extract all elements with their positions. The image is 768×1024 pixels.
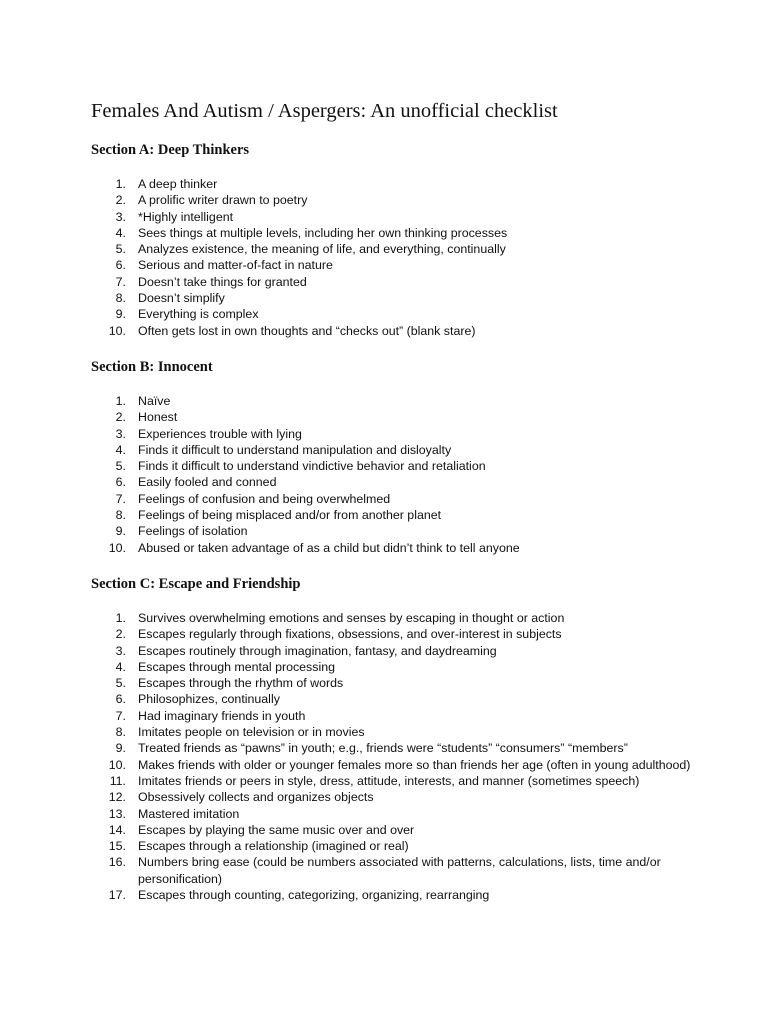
list-item-text: Everything is complex xyxy=(138,307,259,322)
list-item-text: Escapes through the rhythm of words xyxy=(138,676,344,691)
list-item xyxy=(100,773,700,789)
list-item-number: 10. xyxy=(108,540,126,555)
list-item xyxy=(100,838,700,854)
list-item xyxy=(100,393,700,409)
list-item xyxy=(100,409,700,425)
list-item-text: Analyzes existence, the meaning of life, and everything, continually xyxy=(138,242,506,257)
list-item-number: 17. xyxy=(108,888,126,903)
list-item-number: 6. xyxy=(115,692,126,707)
list-item xyxy=(100,757,700,773)
list-item-number: 2. xyxy=(115,627,126,642)
list-item-number: 9. xyxy=(115,307,126,322)
list-item-text: Finds it difficult to understand vindictive behavior and retaliation xyxy=(138,459,486,474)
list-item xyxy=(100,675,700,691)
list-item-text: Sees things at multiple levels, including her own thinking processes xyxy=(138,225,508,240)
list-item-text: Escapes through a relationship (imagined or real) xyxy=(138,839,409,854)
list-item-number: 6. xyxy=(115,475,126,490)
list-item xyxy=(100,724,700,740)
list-item xyxy=(100,209,700,225)
list-item-text: Escapes routinely through imagination, fantasy, and daydreaming xyxy=(138,643,497,658)
list-item-text: Easily fooled and conned xyxy=(138,475,277,490)
list-item-text: Survives overwhelming emotions and senses by escaping in thought or action xyxy=(138,611,565,625)
list-item-text: Finds it difficult to understand manipulation and disloyalty xyxy=(138,442,452,457)
section-b-heading: Section B: Innocent xyxy=(91,359,213,375)
list-item-number: 11. xyxy=(109,773,126,788)
list-item-text: Doesn’t take things for granted xyxy=(138,274,307,289)
list-item-text: Obsessively collects and organizes objects xyxy=(138,790,374,805)
list-item-number: 12. xyxy=(108,790,126,805)
list-item-text: Makes friends with older or younger females more so than friends her age (often in young adulthood) xyxy=(138,757,691,772)
list-item-number: 5. xyxy=(115,459,126,474)
list-item-number: 10. xyxy=(108,323,126,338)
list-item xyxy=(100,708,700,724)
list-item-number: 9. xyxy=(115,741,126,756)
list-item-text: Abused or taken advantage of as a child but didn’t think to tell anyone xyxy=(138,540,520,555)
list-item xyxy=(100,426,700,442)
list-item-number: 15. xyxy=(108,839,126,854)
list-item-number: 8. xyxy=(115,508,126,523)
list-item xyxy=(100,192,700,208)
list-item-number: 7. xyxy=(115,708,126,723)
list-item-number: 3. xyxy=(115,643,126,658)
list-item-number: 3. xyxy=(115,209,126,224)
list-item xyxy=(100,491,700,507)
list-item xyxy=(100,290,700,306)
list-item-number: 1. xyxy=(115,394,126,408)
list-item-number: 2. xyxy=(115,410,126,425)
list-item-text: Escapes regularly through fixations, obsessions, and over-interest in subjects xyxy=(138,627,562,642)
list-item-number: 7. xyxy=(115,491,126,506)
list-item xyxy=(100,806,700,822)
list-item-text: Escapes by playing the same music over and over xyxy=(138,822,415,837)
list-item-text: Escapes through counting, categorizing, organizing, rearranging xyxy=(138,888,490,903)
section-a-heading: Section A: Deep Thinkers xyxy=(91,142,250,158)
list-item xyxy=(100,789,700,805)
list-item xyxy=(100,274,700,290)
list-item xyxy=(100,610,700,626)
list-item-number: 5. xyxy=(115,676,126,691)
list-item xyxy=(100,507,700,523)
list-item-text: Imitates people on television or in movies xyxy=(138,725,365,740)
list-item-text: Imitates friends or peers in style, dress, attitude, interests, and manner (sometimes speech) xyxy=(138,773,640,788)
list-item-number: 4. xyxy=(115,442,126,457)
list-item-text: Numbers bring ease (could be numbers associated with patterns, calculations, lists, time and/or personification) xyxy=(138,855,661,886)
list-item-number: 6. xyxy=(115,258,126,273)
list-item xyxy=(100,474,700,490)
section-c-heading: Section C: Escape and Friendship xyxy=(91,576,301,592)
page-title: Females And Autism / Aspergers: An unofficial checklist xyxy=(91,100,558,122)
list-item-number: 4. xyxy=(115,225,126,240)
list-item xyxy=(100,691,700,707)
list-item-number: 3. xyxy=(115,426,126,441)
list-item xyxy=(100,740,700,756)
list-item-number: 13. xyxy=(108,806,126,821)
list-item-text: Experiences trouble with lying xyxy=(138,426,302,441)
section-c-list xyxy=(100,610,700,903)
list-item-text: Feelings of being misplaced and/or from another planet xyxy=(138,508,442,523)
list-item-text: A prolific writer drawn to poetry xyxy=(138,193,308,208)
list-item-text: Honest xyxy=(138,410,178,425)
list-item-number: 7. xyxy=(115,274,126,289)
list-item-number: 9. xyxy=(115,524,126,539)
list-item-number: 10. xyxy=(108,757,126,772)
list-item xyxy=(100,306,700,322)
list-item-number: 1. xyxy=(115,611,126,625)
list-item xyxy=(100,323,700,339)
list-item-number: 2. xyxy=(115,193,126,208)
list-item xyxy=(100,523,700,539)
list-item xyxy=(100,225,700,241)
list-item xyxy=(100,540,700,556)
list-item xyxy=(100,241,700,257)
list-item xyxy=(100,854,700,887)
section-a-list xyxy=(100,176,700,339)
list-item xyxy=(100,659,700,675)
list-item xyxy=(100,176,700,192)
list-item-text: Feelings of isolation xyxy=(138,524,248,539)
list-item xyxy=(100,822,700,838)
list-item-text: Had imaginary friends in youth xyxy=(138,708,306,723)
list-item-text: Feelings of confusion and being overwhelmed xyxy=(138,491,391,506)
list-item xyxy=(100,643,700,659)
list-item-text: Mastered imitation xyxy=(138,806,240,821)
list-item xyxy=(100,887,700,903)
list-item-number: 5. xyxy=(115,242,126,257)
list-item-text: Treated friends as “pawns” in youth; e.g., friends were “students” “consumers” “members” xyxy=(138,741,628,756)
section-b-list xyxy=(100,393,700,556)
list-item-text: Doesn’t simplify xyxy=(138,291,225,306)
list-item-number: 4. xyxy=(115,659,126,674)
list-item-number: 16. xyxy=(108,855,126,870)
list-item-text: Philosophizes, continually xyxy=(138,692,280,707)
list-item xyxy=(100,626,700,642)
list-item-text: Serious and matter-of-fact in nature xyxy=(138,258,333,273)
list-item-text: A deep thinker xyxy=(138,177,218,191)
list-item xyxy=(100,442,700,458)
list-item xyxy=(100,458,700,474)
list-item-number: 8. xyxy=(115,725,126,740)
list-item-text: Naïve xyxy=(138,394,171,408)
list-item-text: Escapes through mental processing xyxy=(138,659,335,674)
list-item-text: *Highly intelligent xyxy=(138,209,234,224)
list-item-number: 1. xyxy=(115,177,126,191)
list-item-number: 8. xyxy=(115,291,126,306)
list-item xyxy=(100,257,700,273)
list-item-text: Often gets lost in own thoughts and “checks out” (blank stare) xyxy=(138,323,476,338)
list-item-number: 14. xyxy=(108,822,126,837)
